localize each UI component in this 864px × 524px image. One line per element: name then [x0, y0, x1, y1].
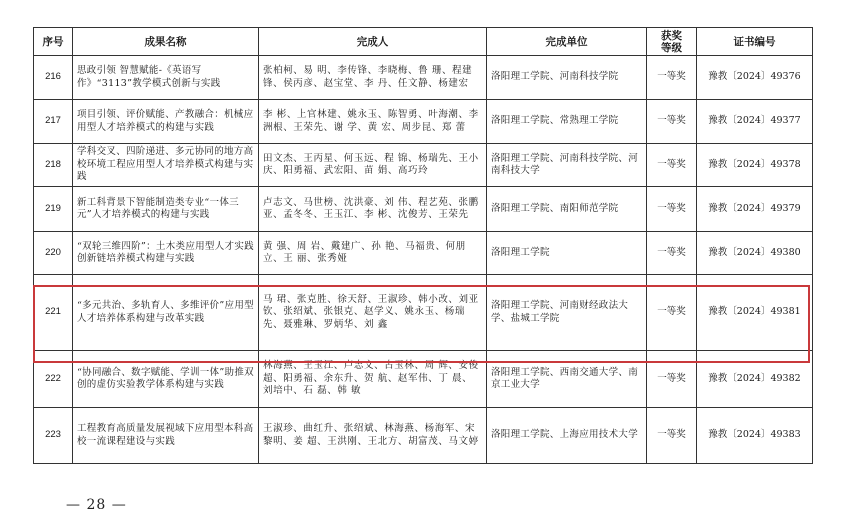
header-unit: 完成单位	[487, 28, 647, 56]
table-row-highlighted	[34, 275, 813, 351]
row-seq: 217	[34, 100, 73, 144]
header-level: 获奖 等级	[647, 28, 697, 56]
table-row	[34, 100, 813, 144]
row-unit: 洛阳理工学院、常熟理工学院	[487, 100, 647, 144]
row-seq: 222	[34, 351, 73, 408]
row-certificate: 豫教〔2024〕49377	[697, 100, 813, 144]
awards-table	[33, 27, 813, 464]
row-seq: 223	[34, 408, 73, 464]
row-seq: 218	[34, 144, 73, 187]
row-certificate: 豫教〔2024〕49376	[697, 56, 813, 100]
row-level: 一等奖	[647, 275, 697, 351]
row-achievement-name: 新工科背景下智能制造类专业“一体三元”人才培养模式的构建与实践	[73, 187, 259, 232]
row-achievement-name: 思政引领 智慧赋能-《英语写作》“3113”教学模式创新与实践	[73, 56, 259, 100]
row-level: 一等奖	[647, 100, 697, 144]
header-name: 成果名称	[73, 28, 259, 56]
row-seq: 219	[34, 187, 73, 232]
row-certificate: 豫教〔2024〕49381	[697, 275, 813, 351]
awards-sheet	[33, 27, 812, 464]
row-unit: 洛阳理工学院、南阳师范学院	[487, 187, 647, 232]
row-certificate: 豫教〔2024〕49378	[697, 144, 813, 187]
header-cert: 证书编号	[697, 28, 813, 56]
table-row	[34, 351, 813, 408]
row-people: 张柏柯、易 明、李传锋、李晓梅、鲁 珊、程建锋、侯丙彦、赵宝堂、李 丹、任文静、杨建宏	[259, 56, 487, 100]
page-number: — 28 —	[66, 497, 127, 513]
table-row	[34, 232, 813, 275]
table-row	[34, 408, 813, 464]
row-achievement-name: 学科交叉、四阶递进、多元协同的地方高校环境工程应用型人才培养模式构建与实践	[73, 144, 259, 187]
row-level: 一等奖	[647, 144, 697, 187]
row-unit: 洛阳理工学院、河南财经政法大学、盐城工学院	[487, 275, 647, 351]
row-seq: 221	[34, 275, 73, 351]
header-seq: 序号	[34, 28, 73, 56]
row-unit: 洛阳理工学院、河南科技学院、河南科技大学	[487, 144, 647, 187]
row-level: 一等奖	[647, 408, 697, 464]
row-achievement-name: “双轮三维四阶”：土木类应用型人才实践创新链培养模式构建与实践	[73, 232, 259, 275]
row-people: 林海燕、王玉江、卢志文、占玉林、周 辉、安俊超、阳勇福、余东升、贺 航、赵军伟、丁 晨、刘培中、石 磊、韩 敏	[259, 351, 487, 408]
row-certificate: 豫教〔2024〕49382	[697, 351, 813, 408]
row-achievement-name: “多元共治、多轨育人、多维评价”应用型人才培养体系构建与改革实践	[73, 275, 259, 351]
row-people: 王淑珍、曲红升、张绍斌、林海燕、杨海军、宋黎明、姜 超、王洪刚、王北方、胡富茂、马文婷	[259, 408, 487, 464]
row-people: 李 彬、上官林建、姚永玉、陈智勇、叶海潮、李洲根、王荣先、谢 学、黄 宏、周步昆、郑 蕾	[259, 100, 487, 144]
row-unit: 洛阳理工学院	[487, 232, 647, 275]
row-level: 一等奖	[647, 232, 697, 275]
row-people: 黄 强、周 岩、戴建广、孙 艳、马福贵、何朋立、王 丽、张秀娅	[259, 232, 487, 275]
row-achievement-name: “协同融合、数字赋能、学训一体”助推双创的虚仿实验教学体系构建与实践	[73, 351, 259, 408]
row-certificate: 豫教〔2024〕49380	[697, 232, 813, 275]
row-level: 一等奖	[647, 187, 697, 232]
row-seq: 216	[34, 56, 73, 100]
row-seq: 220	[34, 232, 73, 275]
row-achievement-name: 项目引领、评价赋能、产教融合：机械应用型人才培养模式的构建与实践	[73, 100, 259, 144]
row-level: 一等奖	[647, 351, 697, 408]
row-unit: 洛阳理工学院、河南科技学院	[487, 56, 647, 100]
row-unit: 洛阳理工学院、上海应用技术大学	[487, 408, 647, 464]
row-people: 田文杰、王丙星、何玉远、程 锦、杨瑞先、王小庆、阳勇福、武宏阳、苗 娟、高巧玲	[259, 144, 487, 187]
row-achievement-name: 工程教育高质量发展视域下应用型本科高校一流课程建设与实践	[73, 408, 259, 464]
table-row	[34, 187, 813, 232]
row-unit: 洛阳理工学院、西南交通大学、南京工业大学	[487, 351, 647, 408]
table-header-row	[34, 28, 813, 56]
row-people: 马 珺、张克胜、徐天舒、王淑珍、韩小改、刘亚钦、张绍斌、张银克、赵学义、姚永玉、杨瑞先、聂雅琳、罗炳华、刘 鑫	[259, 275, 487, 351]
row-certificate: 豫教〔2024〕49379	[697, 187, 813, 232]
row-people: 卢志文、马世榜、沈洪豪、刘 伟、程艺苑、张鹏亚、孟冬冬、王玉江、李 彬、沈俊芳、王荣先	[259, 187, 487, 232]
table-row	[34, 144, 813, 187]
table-row	[34, 56, 813, 100]
row-certificate: 豫教〔2024〕49383	[697, 408, 813, 464]
row-level: 一等奖	[647, 56, 697, 100]
header-people: 完成人	[259, 28, 487, 56]
